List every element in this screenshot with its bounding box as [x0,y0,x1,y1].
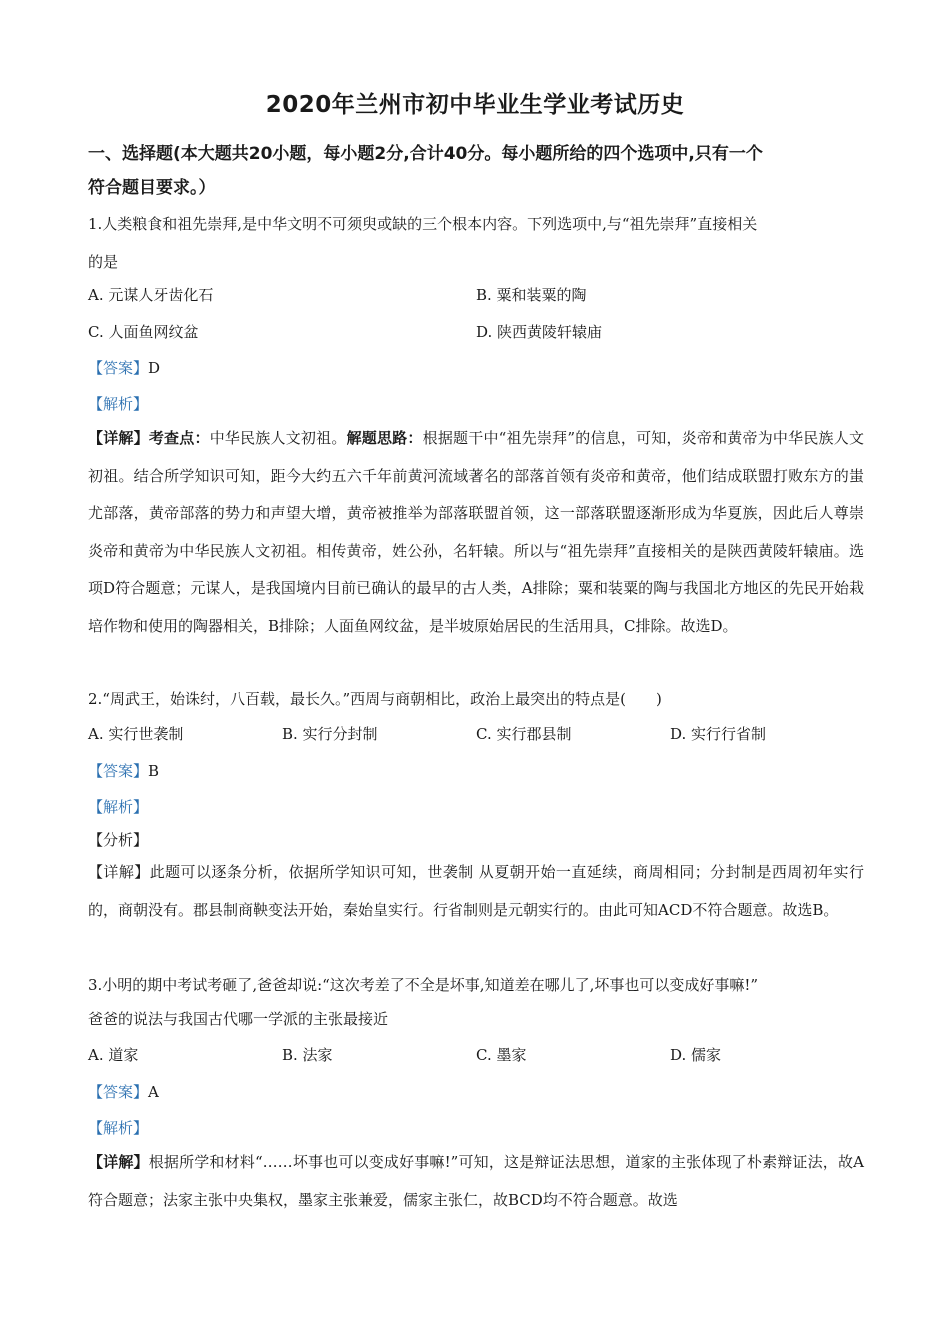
q1-option-c: C. 人面鱼网纹盆 [88,323,199,341]
answer-label: 【答案】 [88,762,149,780]
q2-detail [88,854,864,929]
analysis-label: 【解析】 [88,395,149,413]
q3-option-a: A. 道家 [88,1046,139,1064]
q3-stem-line2: 爸爸的说法与我国古代哪一学派的主张最接近 [88,1010,389,1028]
q1-stem-line2: 的是 [88,253,119,271]
q1-option-d: D. 陕西黄陵轩辕庙 [476,323,603,341]
q1-answer-value: D [148,359,161,377]
q1-detail-text: 根据题干中“祖先崇拜”的信息，可知，炎帝和黄帝为中华民族人文初祖。结合所学知识可知，距今大约五六千年前黄河流域著名的部落首领有炎帝和黄帝，他们结成联盟打败东方的蚩尤部落，黄帝部落的势力和声望大增，黄帝被推举为部落联盟首领，这一部落联盟逐渐形成为华夏族，因此后人尊崇炎帝和黄帝为中华民族人文初祖。相传黄帝，姓公孙，名轩辕。所以与“祖先崇拜”直接相关的是陕西黄陵轩辕庙。选项D符合题意；元谋人，是我国境内目前已确认的最早的古人类，A排除；粟和装粟的陶与我国北方地区的先民开始栽培作物和使用的陶器相关，B排除；人面鱼网纹盆，是半坡原始居民的生活用具，C排除。故选D。 [88,429,864,635]
q3-option-b: B. 法家 [282,1046,333,1064]
q2-option-a: A. 实行世袭制 [88,725,184,743]
q2-detail-text: 此题可以逐条分析，依据所学知识可知，世袭制 从夏朝开始一直延续，商周相同；分封制是西周初年实行的，商朝没有。郡县制商鞅变法开始，秦始皇实行。行省制则是元朝实行的。由此可知ACD不符合题意。故选B。 [88,863,864,919]
q2-option-b: B. 实行分封制 [282,725,378,743]
detail-label: 【详解】 [88,863,150,881]
q2-answer-value: B [148,762,160,780]
q2-stem: 2.“周武王，始诛纣，八百载，最长久。”西周与商朝相比，政治上最突出的特点是( ) [88,690,662,708]
q2-answer [88,760,868,782]
detail-label: 【详解】 [88,429,149,447]
q1-stem-line1: 1.人类粮食和祖先崇拜,是中华文明不可须臾或缺的三个根本内容。下列选项中,与“祖先崇拜”直接相关 [88,215,758,233]
kaochadian-label: 考查点： [148,429,210,447]
q1-detail [88,420,864,645]
section-heading-line2: 符合题目要求。） [88,178,216,198]
q3-detail-text: 根据所学和材料“……坏事也可以变成好事嘛!”可知，这是辩证法思想，道家的主张体现了朴素辩证法，故A符合题意；法家主张中央集权，墨家主张兼爱，儒家主张仁，故BCD均不符合题意。故选 [88,1153,864,1209]
q2-fenxi-label [88,829,868,851]
q1-analysis-label [88,393,868,415]
q3-stem-line1: 3.小明的期中考试考砸了,爸爸却说:“这次考差了不全是坏事,知道差在哪儿了,坏事也可以变成好事嘛!” [88,976,759,994]
q3-answer [88,1081,868,1103]
q3-detail [88,1144,864,1219]
page-title: 2020年兰州市初中毕业生学业考试历史 [265,92,685,118]
q1-option-a: A. 元谋人牙齿化石 [88,286,214,304]
q2-option-d: D. 实行行省制 [670,725,767,743]
section-heading-line1: 一、选择题(本大题共20小题，每小题2分,合计40分。每小题所给的四个选项中,只有一个 [88,144,763,164]
q3-analysis-label [88,1117,868,1139]
analysis-label: 【解析】 [88,1119,149,1137]
q3-option-d: D. 儒家 [670,1046,722,1064]
q2-option-c: C. 实行郡县制 [476,725,572,743]
q3-answer-value: A [148,1083,159,1101]
q3-stem [88,968,864,1036]
analysis-label: 【解析】 [88,798,149,816]
q1-answer [88,357,868,379]
q2-analysis-label [88,796,868,818]
detail-label: 【详解】 [88,1153,149,1171]
q1-option-b: B. 粟和装粟的陶 [476,286,587,304]
answer-label: 【答案】 [88,359,149,377]
section-heading [88,137,868,205]
fenxi-label: 【分析】 [88,831,149,849]
jieti-label: 解题思路： [346,429,423,447]
answer-label: 【答案】 [88,1083,149,1101]
q1-kaochadian-text: 中华民族人文初祖。 [209,429,347,447]
q3-option-c: C. 墨家 [476,1046,527,1064]
